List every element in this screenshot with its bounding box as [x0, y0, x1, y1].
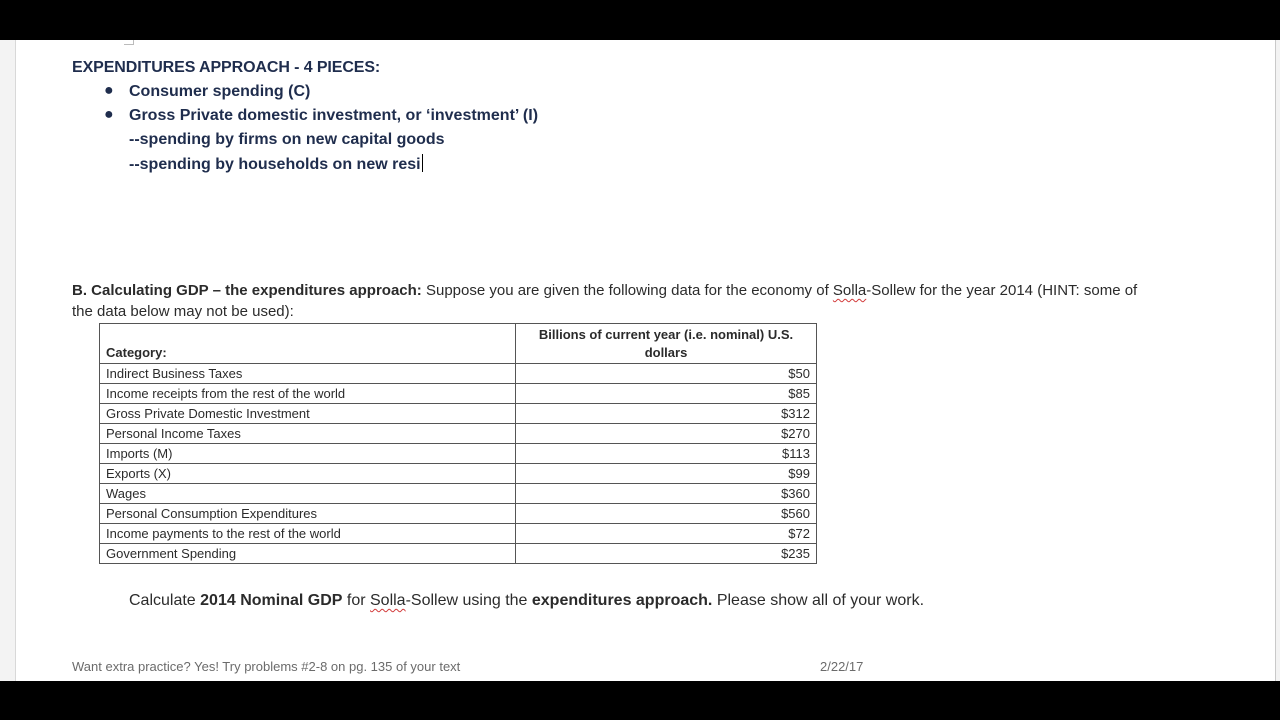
- letterbox-bottom: [0, 681, 1280, 720]
- footer-date: 2/22/17: [820, 659, 864, 674]
- footer-practice-note: Want extra practice? Yes! Try problems #2-8 on pg. 135 of your text: [72, 659, 461, 674]
- cell-value: $85: [516, 384, 817, 404]
- table-header-row: [100, 324, 817, 364]
- sub-line-households[interactable]: [129, 154, 423, 174]
- cell-category: Personal Income Taxes: [100, 424, 516, 444]
- header-value: Billions of current year (i.e. nominal) U.S. dollars: [516, 324, 817, 364]
- text-boundary-mark: [124, 40, 134, 45]
- section-b-paragraph: [72, 282, 1137, 299]
- text-cursor: [422, 154, 423, 172]
- cell-value: $560: [516, 504, 817, 524]
- cell-category: Gross Private Domestic Investment: [100, 404, 516, 424]
- question-text: using the: [458, 592, 532, 609]
- table-row: [100, 464, 817, 484]
- question-bold-approach: expenditures approach.: [531, 592, 713, 609]
- letterbox-top: [0, 0, 1280, 40]
- question-text: Please show all of your work.: [712, 592, 925, 609]
- document-page[interactable]: [15, 40, 1276, 681]
- sub-line-households-text: --spending by households on new resi: [129, 156, 421, 173]
- table-row: [100, 424, 817, 444]
- cell-category: Income receipts from the rest of the world: [100, 384, 516, 404]
- sub-line-firms: --spending by firms on new capital goods: [129, 131, 445, 148]
- table-row: [100, 384, 817, 404]
- cell-value: $270: [516, 424, 817, 444]
- bullet-item-consumer-spending: Consumer spending (C): [129, 83, 311, 100]
- gdp-data-table: [99, 323, 817, 564]
- country-name-suffix: -Sollew: [405, 592, 459, 609]
- table-row: [100, 484, 817, 504]
- bullet-item-investment: Gross Private domestic investment, or ‘investment’ (I): [129, 107, 539, 124]
- bullet-icon: ●: [104, 82, 114, 99]
- cell-value: $99: [516, 464, 817, 484]
- section-b-label: B. Calculating GDP – the expenditures approach:: [72, 282, 422, 299]
- document-viewport: [0, 40, 1280, 681]
- section-b-line2: the data below may not be used):: [72, 303, 294, 320]
- section-heading: EXPENDITURES APPROACH - 4 PIECES:: [72, 59, 381, 76]
- section-b-text-end: for the year 2014 (HINT: some of: [915, 282, 1138, 299]
- cell-value: $235: [516, 544, 817, 564]
- cell-category: Imports (M): [100, 444, 516, 464]
- section-b-text: Suppose you are given the following data for the economy of: [421, 282, 833, 299]
- header-category: Category:: [100, 324, 516, 364]
- question-bold-gdp: 2014 Nominal GDP: [200, 592, 343, 609]
- question-text: Calculate: [129, 592, 201, 609]
- cell-value: $72: [516, 524, 817, 544]
- question-text: for: [342, 592, 370, 609]
- cell-value: $312: [516, 404, 817, 424]
- cell-value: $50: [516, 364, 817, 384]
- cell-category: Wages: [100, 484, 516, 504]
- cell-category: Government Spending: [100, 544, 516, 564]
- table-row: [100, 544, 817, 564]
- table-row: [100, 524, 817, 544]
- table-row: [100, 444, 817, 464]
- spellcheck-word[interactable]: Solla: [370, 592, 406, 609]
- spellcheck-word[interactable]: Solla: [832, 282, 867, 299]
- table-row: [100, 504, 817, 524]
- cell-value: $113: [516, 444, 817, 464]
- cell-value: $360: [516, 484, 817, 504]
- cell-category: Personal Consumption Expenditures: [100, 504, 516, 524]
- table-row: [100, 404, 817, 424]
- table-row: [100, 364, 817, 384]
- question-paragraph: [129, 592, 924, 610]
- cell-category: Income payments to the rest of the world: [100, 524, 516, 544]
- cell-category: Indirect Business Taxes: [100, 364, 516, 384]
- cell-category: Exports (X): [100, 464, 516, 484]
- bullet-icon: ●: [104, 106, 114, 123]
- country-name-suffix: -Sollew: [866, 282, 916, 299]
